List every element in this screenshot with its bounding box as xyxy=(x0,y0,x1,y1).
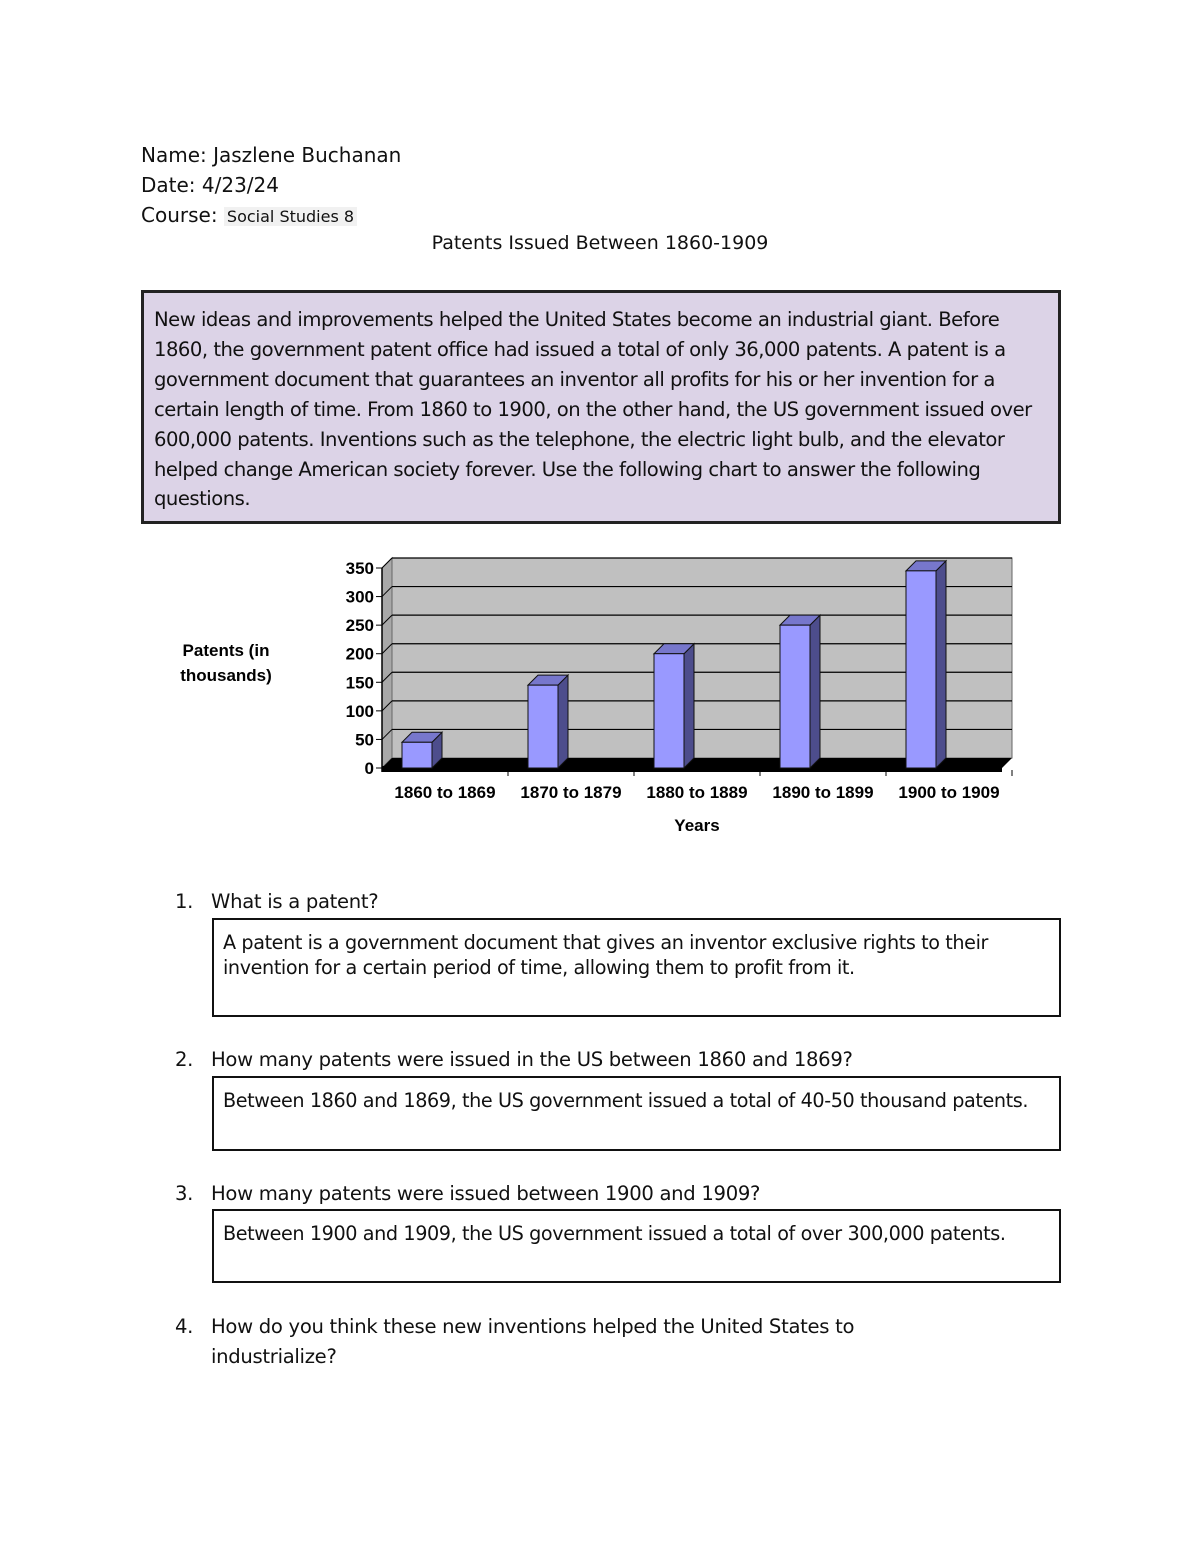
answer-box-3[interactable]: Between 1900 and 1909, the US government issued a total of over 300,000 patents. xyxy=(212,1209,1061,1283)
y-tick-label: 0 xyxy=(364,759,374,778)
bar-side xyxy=(810,615,820,768)
y-tick-label: 200 xyxy=(345,644,374,664)
question-text: How many patents were issued between 1900 and 1909? xyxy=(211,1182,761,1205)
bar xyxy=(654,654,684,768)
page-title: Patents Issued Between 1860-1909 xyxy=(431,232,769,254)
course-label: Course: xyxy=(141,203,224,227)
x-tick-label: 1880 to 1889 xyxy=(646,783,748,802)
question-number: 3. xyxy=(175,1182,194,1205)
question-text: How many patents were issued in the US between 1860 and 1869? xyxy=(211,1048,853,1071)
y-tick-label: 100 xyxy=(345,701,374,721)
bar-side xyxy=(558,675,568,768)
patents-bar-chart xyxy=(160,548,1040,848)
question-text: How do you think these new inventions helped the United States to industrialize? xyxy=(211,1315,855,1368)
y-tick-label: 150 xyxy=(345,673,374,693)
student-name: Name: Jaszlene Buchanan xyxy=(141,143,402,167)
question-number: 1. xyxy=(175,890,194,913)
bar xyxy=(780,625,810,768)
date-line: Date: 4/23/24 xyxy=(141,173,279,197)
y-tick-label: 300 xyxy=(345,587,374,607)
y-tick-label: 350 xyxy=(345,559,374,578)
bar xyxy=(402,742,432,768)
question-1 xyxy=(175,887,971,917)
x-tick-label: 1860 to 1869 xyxy=(394,783,496,802)
y-axis-title: Patents (in xyxy=(182,641,270,660)
y-axis-title: thousands) xyxy=(180,666,272,685)
question-text: What is a patent? xyxy=(211,890,379,913)
x-axis-title: Years xyxy=(674,816,720,835)
bar xyxy=(906,571,936,768)
bar-side xyxy=(684,644,694,768)
bar xyxy=(528,685,558,768)
y-tick-label: 50 xyxy=(355,730,374,750)
intro-text-box: New ideas and improvements helped the United States become an industrial giant. Before 1860, the government patent office had issued a total of only 36,000 patents. A patent is a government document that guarantees an inventor all profits for his or her invention for a certain length of time. From 1860 to 1900, on the other hand, the US government issued over 600,000 patents. Inventions such as the telephone, the electric light bulb, and the elevator helped change American society forever. Use the following chart to answer the following questions. xyxy=(141,290,1061,524)
answer-box-2[interactable]: Between 1860 and 1869, the US government issued a total of 40-50 thousand patents. xyxy=(212,1076,1061,1151)
course-value: Social Studies 8 xyxy=(224,207,357,226)
x-tick-label: 1900 to 1909 xyxy=(898,783,1000,802)
question-number: 2. xyxy=(175,1048,194,1071)
answer-box-1[interactable]: A patent is a government document that gives an inventor exclusive rights to their invention for a certain period of time, allowing them to profit from it. xyxy=(212,918,1061,1017)
chart-svg xyxy=(160,548,1040,848)
x-tick-label: 1870 to 1879 xyxy=(520,783,622,802)
question-2 xyxy=(175,1045,971,1075)
question-4 xyxy=(175,1312,971,1372)
question-3 xyxy=(175,1179,971,1209)
plot-side-wall xyxy=(382,558,392,768)
x-tick-label: 1890 to 1899 xyxy=(772,783,874,802)
bar-side xyxy=(936,561,946,768)
y-tick-label: 250 xyxy=(345,616,374,636)
question-number: 4. xyxy=(175,1315,194,1338)
